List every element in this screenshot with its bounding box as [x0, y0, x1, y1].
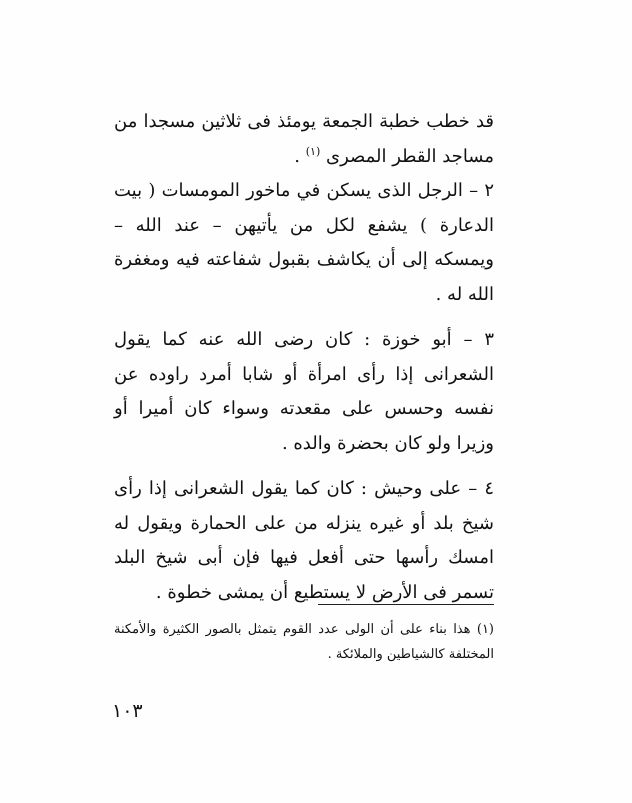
paragraph-gap [114, 461, 494, 472]
paragraph-intro-text: قد خطب خطبة الجمعة يومئذ فى ثلاثين مسجدا من مساجد القطر المصرى [114, 111, 494, 167]
numbered-item-3: ٣ – أبو خوزة : كان رضى الله عنه كما يقول الشعرانى إذا رأى امرأة أو شابا أمرد راوده عن نفسه وحسس على مقعدته وسواء كان أميرا أو وزيرا ولو كان بحضرة والده . [114, 329, 494, 454]
paragraph-intro [114, 105, 494, 174]
footnote-text: (١) هذا بناء على أن الولى عدد القوم يتمثل بالصور الكثيرة والأمكنة المختلفة كالشياطين والملائكة . [114, 622, 494, 662]
paragraph-gap [114, 312, 494, 323]
footnote-divider [318, 604, 494, 605]
page-number: ١٠٣ [112, 700, 143, 722]
paragraph-intro-end: . [294, 145, 300, 167]
numbered-item-4: ٤ – على وحيش : كان كما يقول الشعرانى إذا رأى شيخ بلد أو غيره ينزله من على الحمارة ويقول له امسك رأسها حتى أفعل فيها فإن أبى شيخ البلد تسمر فى الأرض لا يستطيع أن يمشى خطوة . [114, 478, 494, 603]
footnote-reference: (١) [305, 144, 321, 158]
main-text [114, 105, 494, 610]
numbered-item-2: ٢ – الرجل الذى يسكن في ماخور المومسات ( بيت الدعارة ) يشفع لكل من يأتيهن – عند الله – ويمسكه إلى أن يكاشف بقبول شفاعته فيه ومغفرة الله له . [114, 180, 494, 305]
